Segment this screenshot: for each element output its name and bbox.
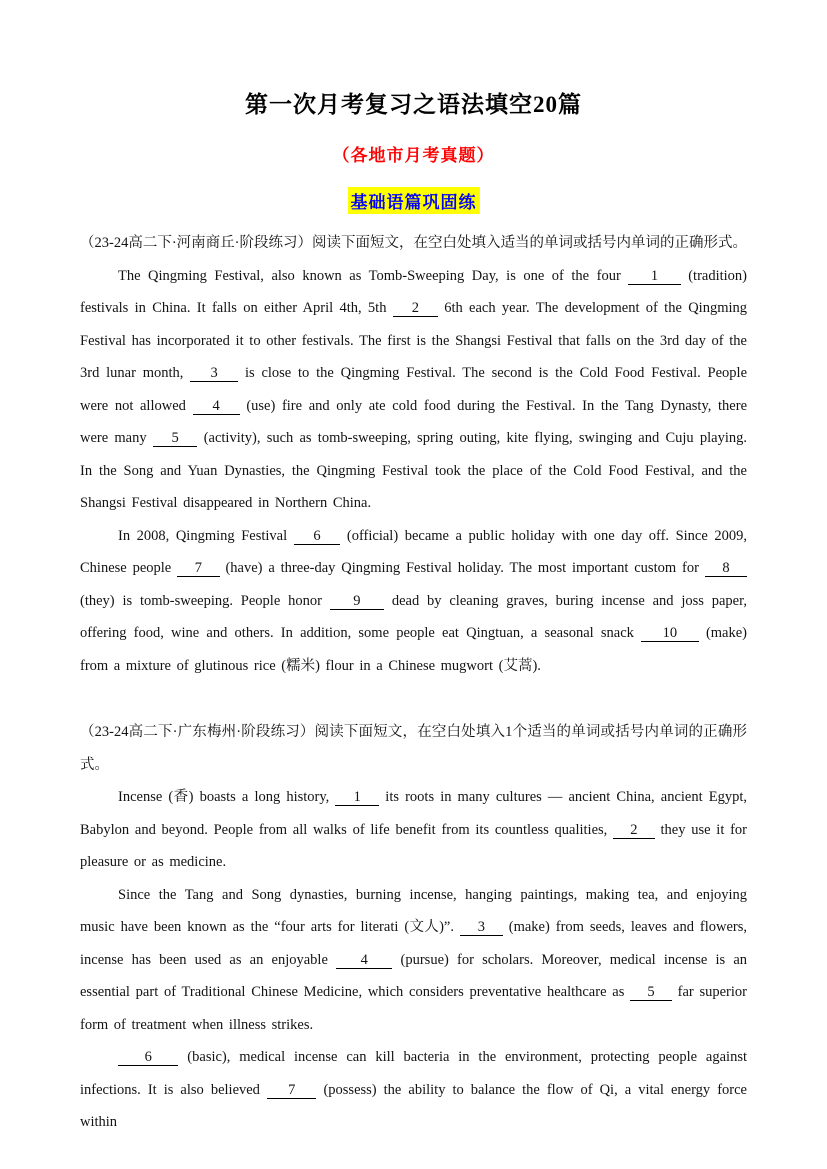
passage-1 [80,227,747,682]
passage-1-paragraph-1: The Qingming Festival, also known as Tomb-Sweeping Day, is one of the four 1 (tradition) festivals in China. It falls on either April 4th, 5th 2 6th each year. The development of the Qingming Festival has incorporated it to other festivals. The first is the Shangsi Festival that falls on the 3rd day of the 3rd lunar month, 3 is close to the Qingming Festival. The second is the Cold Food Festival. People were not allowed 4 (use) fire and only ate cold food during the Festival. In the Tang Dynasty, there were many 5 (activity), such as tomb-sweeping, spring outing, kite flying, swinging and Cuju playing. In the Song and Yuan Dynasties, the Qingming Festival took the place of the Cold Food Festival, and the Shangsi Festival disappeared in Northern China. [80,267,748,511]
fill-blank-4: 4 [336,951,393,968]
fill-blank-6: 6 [293,527,341,544]
fill-blank-2: 2 [392,300,438,316]
section-heading-row [80,187,747,214]
fill-blank-4: 4 [192,397,240,414]
fill-blank-9: 9 [329,592,384,609]
fill-blank-5: 5 [152,430,198,446]
fill-blank-6: 6 [118,1049,179,1065]
fill-blank-1: 1 [628,267,681,284]
fill-blank-10: 10 [641,625,699,641]
passage-1-source: （23-24高二下·河南商丘·阶段练习）阅读下面短文，在空白处填入适当的单词或括号内单词的正确形式。 [80,235,747,251]
fill-blank-3: 3 [459,919,503,935]
fill-blank-1: 1 [335,789,380,805]
passage-2-paragraph-1: Incense (香) boasts a long history, 1 its roots in many cultures — ancient China, ancient Egypt, Babylon and beyond. People from all walks of life benefit from its countless qualities, 2 they use it for pleasure or as medicine. [80,789,747,870]
passage-2 [80,716,747,1139]
fill-blank-5: 5 [630,984,672,1000]
passage-2-paragraph-3: 6 (basic), medical incense can kill bacteria in the environment, protecting people against infections. It is also believed 7 (possess) the ability to balance the flow of Qi, a vital energy force within [80,1049,747,1130]
page-title: 第一次月考复习之语法填空20篇 [245,92,582,117]
fill-blank-7: 7 [266,1081,317,1098]
passage-2-source: （23-24高二下·广东梅州·阶段练习）阅读下面短文，在空白处填入1个适当的单词或括号内单词的正确形式。 [80,724,747,773]
passage-1-paragraph-2: In 2008, Qingming Festival 6 (official) became a public holiday with one day off. Since 2009, Chinese people 7 (have) a three-day Qingming Festival holiday. The most important custom for 8 (they) is tomb-sweeping. People honor 9 dead by cleaning graves, buring incense and joss paper, offering food, wine and others. In addition, some people eat Qingtuan, a seasonal snack 10 (make) from a mixture of glutinous rice (糯米) flour in a Chinese mugwort (艾蒿). [80,527,748,674]
fill-blank-3: 3 [190,365,239,381]
passage-2-paragraph-2: Since the Tang and Song dynasties, burning incense, hanging paintings, making tea, and enjoying music have been known as the “four arts for literati (文人)”. 3 (make) from seeds, leaves and flowers, incense has been used as an enjoyable 4 (pursue) for scholars. Moreover, medical incense is an essential part of Traditional Chinese Medicine, which considers preventative healthcare as 5 far superior form of treatment when illness strikes. [80,886,748,1033]
section-heading: 基础语篇巩固练 [348,187,480,214]
fill-blank-2: 2 [613,821,655,838]
fill-blank-8: 8 [704,560,748,576]
page-subtitle: （各地市月考真题） [332,146,495,165]
fill-blank-7: 7 [177,560,220,576]
